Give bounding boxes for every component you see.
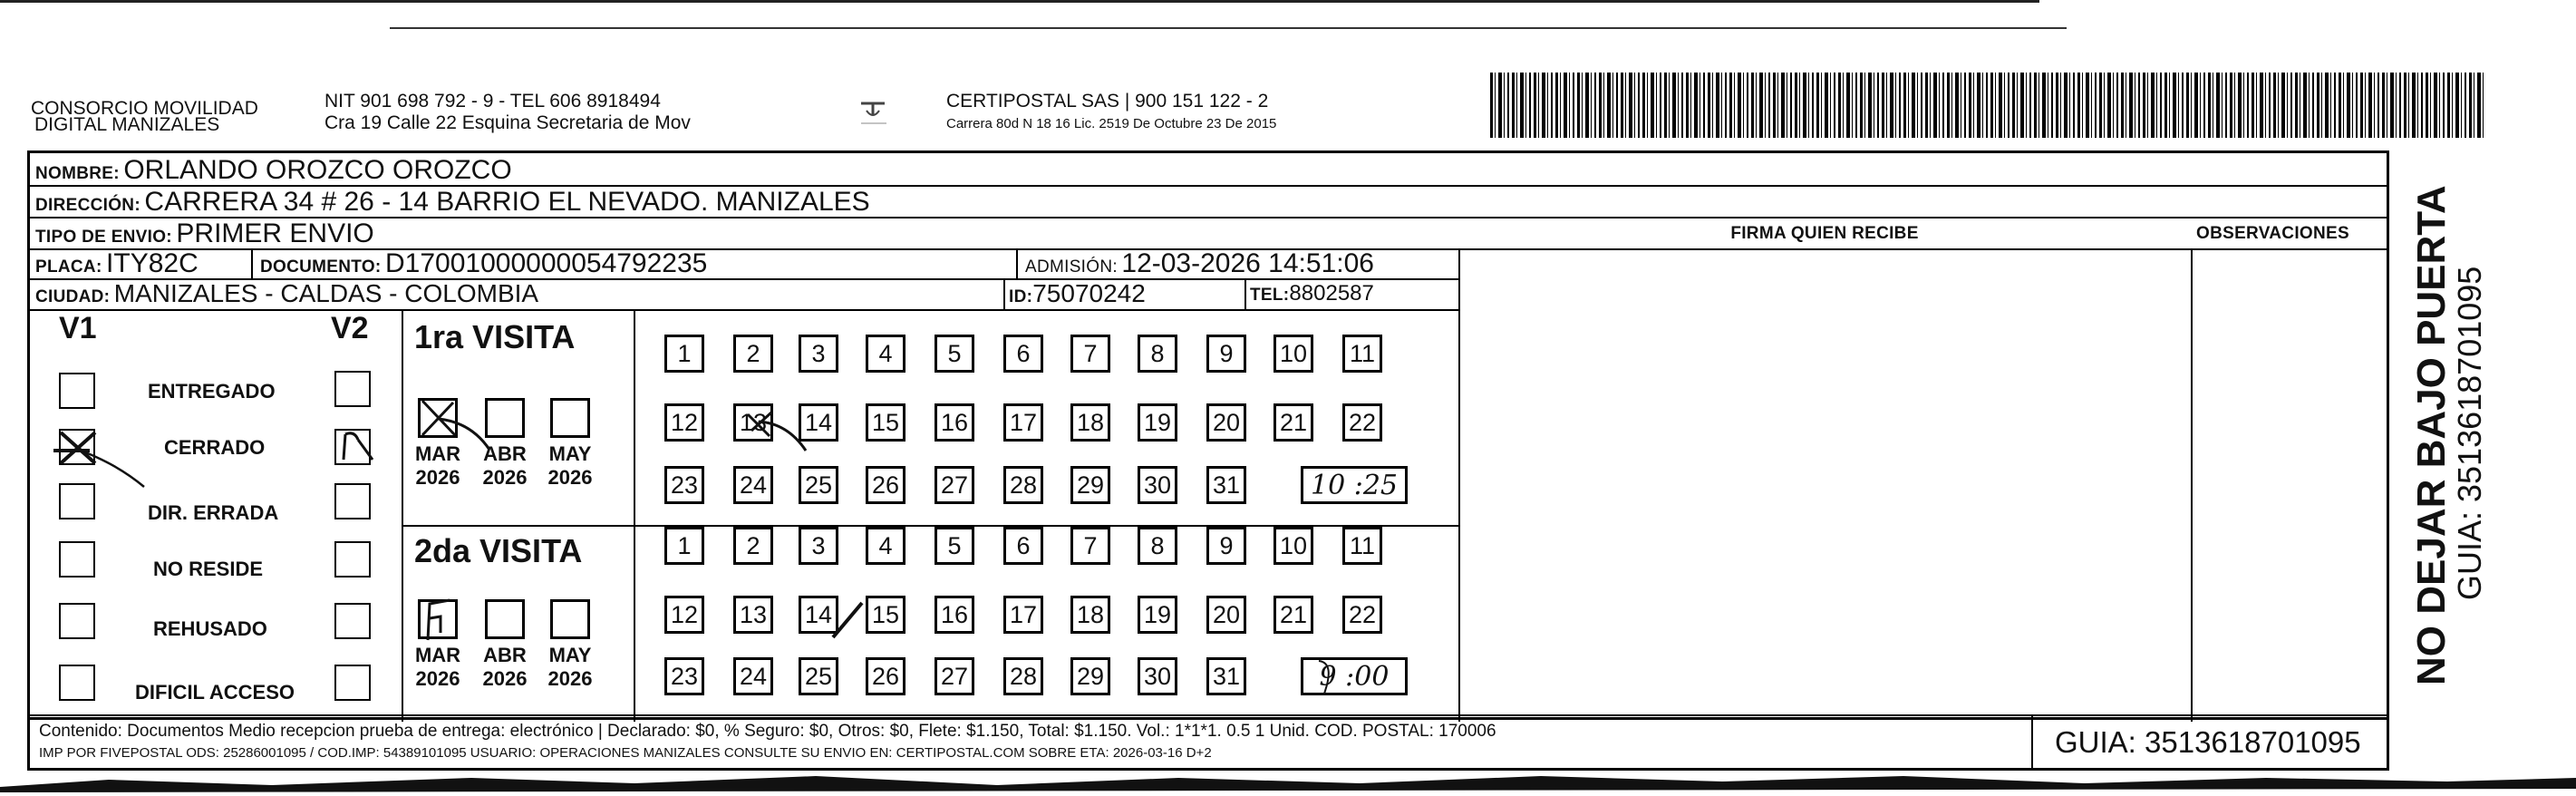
footer-contenido: Contenido: Documentos Medio recepcion prueba de entrega: electrónico | Declarado: $0, % Seguro: $0, Otros: $0, Flete: $1.150, Total: $1.150. Vol.: 1*1*1. 0.5 1 Unid. COD. POSTAL: 170006 xyxy=(39,722,1496,741)
visit2-day-box[interactable]: 27 xyxy=(935,657,974,695)
visit1-month-may-label: MAY xyxy=(548,442,592,465)
visit1-day-box[interactable]: 18 xyxy=(1070,403,1110,442)
visit1-day-box[interactable]: 17 xyxy=(1003,403,1043,442)
v1-dir-errada-checkbox[interactable] xyxy=(59,483,95,519)
admision-value: 12-03-2026 14:51:06 xyxy=(1121,248,1374,278)
visit1-day-box[interactable]: 2 xyxy=(733,335,773,373)
visit2-month-mar-checkbox[interactable] xyxy=(418,599,458,639)
visit2-month-may-label: MAY xyxy=(548,644,592,666)
observaciones-header: OBSERVACIONES xyxy=(2196,224,2349,243)
visit1-day-box[interactable]: 12 xyxy=(664,403,704,442)
barcode xyxy=(1490,73,2484,138)
v2-rehusado-checkbox[interactable] xyxy=(334,603,371,639)
nombre-label: NOMBRE: xyxy=(35,164,120,183)
visit2-day-box[interactable]: 7 xyxy=(1070,527,1110,565)
visit1-day-box[interactable]: 10 xyxy=(1273,335,1313,373)
id-label: ID: xyxy=(1009,287,1033,306)
id-value: 75070242 xyxy=(1032,279,1146,307)
id-cell xyxy=(1009,278,1146,314)
visit1-day-box[interactable]: 15 xyxy=(866,403,905,442)
firma-header: FIRMA QUIEN RECIBE xyxy=(1730,224,1919,243)
direccion-value: CARRERA 34 # 26 - 14 BARRIO EL NEVADO. MANIZALES xyxy=(144,187,870,217)
tel-cell xyxy=(1250,278,1374,312)
v2-no-reside-checkbox[interactable] xyxy=(334,541,371,578)
visit2-day-box[interactable]: 31 xyxy=(1206,657,1246,695)
visit2-day-box[interactable]: 17 xyxy=(1003,596,1043,634)
visit2-day-box[interactable]: 19 xyxy=(1138,596,1177,634)
visit2-month-abr-label: ABR xyxy=(483,644,527,666)
checkmark-icon xyxy=(333,423,387,478)
documento-label: DOCUMENTO: xyxy=(260,257,382,277)
tipo-value: PRIMER ENVIO xyxy=(176,218,374,248)
direccion-label: DIRECCIÓN: xyxy=(35,196,140,215)
direccion-row xyxy=(35,187,870,222)
visit2-day-box[interactable]: 26 xyxy=(866,657,905,695)
visit2-day-box[interactable]: 5 xyxy=(935,527,974,565)
visit2-day-box[interactable]: 12 xyxy=(664,596,704,634)
tel-label: TEL: xyxy=(1250,286,1290,305)
visit2-day-box[interactable]: 6 xyxy=(1003,527,1043,565)
v1-header: V1 xyxy=(59,311,97,345)
top-rule xyxy=(390,27,2067,29)
day-13-mark-icon xyxy=(742,405,824,460)
visit1-day-box[interactable]: 6 xyxy=(1003,335,1043,373)
tipo-label: TIPO DE ENVIO: xyxy=(35,228,172,247)
no-dejar-bajo-puerta: NO DEJAR BAJO PUERTA xyxy=(2409,185,2454,685)
delivery-form xyxy=(27,150,2389,720)
visit2-day-box[interactable]: 30 xyxy=(1138,657,1177,695)
visit1-year-label: 2026 xyxy=(415,466,460,489)
torn-edge xyxy=(0,771,2576,796)
status-entregado-label: ENTREGADO xyxy=(148,380,276,403)
visit2-day-box[interactable]: 24 xyxy=(733,657,773,695)
visit2-year-label: 2026 xyxy=(415,667,460,690)
footer-guia: GUIA: 3513618701095 xyxy=(2055,725,2361,759)
visit1-month-mar-label: MAR xyxy=(414,442,461,465)
visit1-day-box[interactable]: 29 xyxy=(1070,466,1110,504)
visit1-day-box[interactable]: 13 xyxy=(733,403,773,442)
footer-imp: IMP POR FIVEPOSTAL ODS: 25286001095 / COD.IMP: 54389101095 USUARIO: OPERACIONES MANIZALES CONSULTE SU ENVIO EN: CERTIPOSTAL.COM SOBRE ETA: 2026-03-16 D+2 xyxy=(39,745,1212,761)
v1-entregado-checkbox[interactable] xyxy=(59,373,95,409)
ciudad-cell xyxy=(35,278,538,314)
pen-stroke-icon xyxy=(1315,657,1339,697)
visit1-day-box[interactable]: 20 xyxy=(1206,403,1246,442)
visit1-day-box[interactable]: 25 xyxy=(799,466,838,504)
visit2-year-label: 2026 xyxy=(547,667,593,690)
visit2-day-box[interactable]: 29 xyxy=(1070,657,1110,695)
visit2-day-box[interactable]: 21 xyxy=(1273,596,1313,634)
visit1-day-box[interactable]: 1 xyxy=(664,335,704,373)
visit1-year-label: 2026 xyxy=(482,466,528,489)
visit2-day-box[interactable]: 9 xyxy=(1206,527,1246,565)
visit1-day-box[interactable]: 9 xyxy=(1206,335,1246,373)
day-14-mark-icon xyxy=(828,597,873,643)
visit2-day-box[interactable]: 3 xyxy=(799,527,838,565)
visit1-day-box[interactable]: 7 xyxy=(1070,335,1110,373)
visit2-day-box[interactable]: 25 xyxy=(799,657,838,695)
top-cut-line xyxy=(0,0,2039,3)
visit2-day-box[interactable]: 11 xyxy=(1342,527,1382,565)
v2-header: V2 xyxy=(331,311,369,345)
visit1-month-mar-checkbox[interactable] xyxy=(418,398,458,438)
visit2-day-box[interactable]: 13 xyxy=(733,596,773,634)
visit2-month-mar-label: MAR xyxy=(414,644,461,666)
nombre-row xyxy=(35,155,512,190)
v1-dificil-acceso-checkbox[interactable] xyxy=(59,665,95,701)
tel-value: 8802587 xyxy=(1289,281,1374,306)
visit1-year-label: 2026 xyxy=(547,466,593,489)
v1-rehusado-checkbox[interactable] xyxy=(59,603,95,639)
visit1-day-box[interactable]: 16 xyxy=(935,403,974,442)
placa-value: ITY82C xyxy=(106,248,199,278)
visit1-day-box[interactable]: 28 xyxy=(1003,466,1043,504)
footer-box xyxy=(27,714,2389,771)
visit2-month-may-checkbox[interactable] xyxy=(550,599,590,639)
company-name-line2: DIGITAL MANIZALES xyxy=(34,114,220,135)
v1-cerrado-checkbox[interactable] xyxy=(59,429,95,465)
visit2-time: 9 :00 xyxy=(1319,661,1390,693)
visit1-time: 10 :25 xyxy=(1311,470,1398,501)
status-dir-errada-label: DIR. ERRADA xyxy=(148,501,279,524)
v1-no-reside-checkbox[interactable] xyxy=(59,541,95,578)
status-cerrado-label: CERRADO xyxy=(164,436,266,459)
visit2-day-box[interactable]: 8 xyxy=(1138,527,1177,565)
visit2-day-box[interactable]: 4 xyxy=(866,527,905,565)
visit1-day-box[interactable]: 4 xyxy=(866,335,905,373)
v2-entregado-checkbox[interactable] xyxy=(334,371,371,407)
visit1-day-box[interactable]: 30 xyxy=(1138,466,1177,504)
certipostal-name: CERTIPOSTAL SAS | 900 151 122 - 2 xyxy=(946,91,1269,112)
company-nit: NIT 901 698 792 - 9 - TEL 606 8918494 xyxy=(324,91,661,112)
visit1-day-box[interactable]: 21 xyxy=(1273,403,1313,442)
visit2-day-box[interactable]: 2 xyxy=(733,527,773,565)
visit2-day-box[interactable]: 15 xyxy=(866,596,905,634)
visit1-day-box[interactable]: 8 xyxy=(1138,335,1177,373)
status-dificil-acceso-label: DIFICIL ACCESO xyxy=(135,681,295,704)
visit1-day-box[interactable]: 5 xyxy=(935,335,974,373)
visit1-day-box[interactable]: 3 xyxy=(799,335,838,373)
v2-dificil-acceso-checkbox[interactable] xyxy=(334,665,371,701)
status-rehusado-label: REHUSADO xyxy=(153,617,267,640)
visit1-title: 1ra VISITA xyxy=(414,318,576,355)
visit1-day-box[interactable]: 22 xyxy=(1342,403,1382,442)
visit1-day-box[interactable]: 31 xyxy=(1206,466,1246,504)
visit1-month-may-checkbox[interactable] xyxy=(550,398,590,438)
visit2-day-box[interactable]: 10 xyxy=(1273,527,1313,565)
visit1-day-box[interactable]: 11 xyxy=(1342,335,1382,373)
visit2-day-box[interactable]: 20 xyxy=(1206,596,1246,634)
certipostal-logo-icon xyxy=(856,94,892,135)
visit1-month-abr-label: ABR xyxy=(483,442,527,465)
v2-cerrado-checkbox[interactable] xyxy=(334,429,371,465)
v2-dir-errada-checkbox[interactable] xyxy=(334,483,371,519)
visit2-year-label: 2026 xyxy=(482,667,528,690)
visit2-day-box[interactable]: 23 xyxy=(664,657,704,695)
visit1-time-box[interactable] xyxy=(1301,466,1408,504)
admision-label: ADMISIÓN: xyxy=(1025,257,1118,277)
certipostal-address: Carrera 80d N 18 16 Lic. 2519 De Octubre 23 De 2015 xyxy=(946,116,1277,131)
company-name-line1: CONSORCIO MOVILIDAD xyxy=(31,98,258,119)
visit1-day-box[interactable]: 19 xyxy=(1138,403,1177,442)
visit1-day-box[interactable]: 24 xyxy=(733,466,773,504)
visit2-day-box[interactable]: 18 xyxy=(1070,596,1110,634)
visit2-month-abr-checkbox[interactable] xyxy=(485,599,525,639)
placa-label: PLACA: xyxy=(35,257,102,277)
visit2-day-box[interactable]: 14 xyxy=(799,596,838,634)
company-address: Cra 19 Calle 22 Esquina Secretaria de Mov xyxy=(324,112,691,133)
checkmark-icon xyxy=(419,597,464,646)
side-guia: GUIA: 3513618701095 xyxy=(2451,266,2488,600)
visit2-day-box[interactable]: 28 xyxy=(1003,657,1043,695)
status-no-reside-label: NO RESIDE xyxy=(153,558,264,580)
visit2-day-box[interactable]: 22 xyxy=(1342,596,1382,634)
visit1-day-box[interactable]: 23 xyxy=(664,466,704,504)
ciudad-value: MANIZALES - CALDAS - COLOMBIA xyxy=(113,279,539,307)
visit1-day-box[interactable]: 26 xyxy=(866,466,905,504)
ciudad-label: CIUDAD: xyxy=(35,287,111,306)
visit2-day-box[interactable]: 16 xyxy=(935,596,974,634)
documento-value: D17001000000054792235 xyxy=(385,248,708,278)
visit2-day-box[interactable]: 1 xyxy=(664,527,704,565)
visit1-day-box[interactable]: 14 xyxy=(799,403,838,442)
visit1-day-box[interactable]: 27 xyxy=(935,466,974,504)
visit2-title: 2da VISITA xyxy=(414,532,583,569)
nombre-value: ORLANDO OROZCO OROZCO xyxy=(123,155,512,185)
visit1-month-abr-checkbox[interactable] xyxy=(485,398,525,438)
